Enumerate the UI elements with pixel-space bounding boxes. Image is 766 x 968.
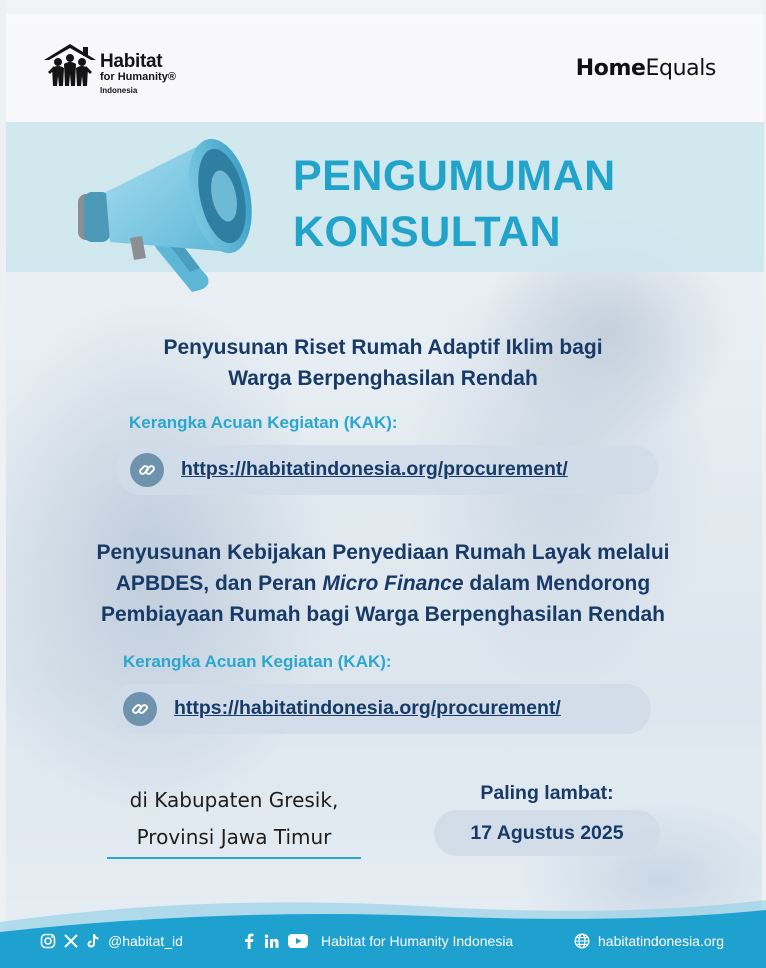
- section-2-title-line-2-a: APBDES, dan Peran: [115, 572, 323, 595]
- website-group[interactable]: [574, 933, 724, 949]
- logo-name: Habitat: [100, 51, 163, 72]
- website-url[interactable]: habitatindonesia.org: [598, 933, 725, 949]
- section-2-title: [0, 537, 766, 630]
- logo-subtitle: for Humanity®: [100, 71, 176, 83]
- section-2-link-pill[interactable]: [109, 684, 651, 734]
- footer-bar: [0, 926, 766, 958]
- location-underline: [107, 857, 361, 859]
- youtube-icon[interactable]: [288, 934, 308, 948]
- page-name-group[interactable]: [244, 933, 513, 949]
- section-1-title-line-1: Penyusunan Riset Rumah Adaptif Iklim bagi: [163, 336, 603, 359]
- location-line-2: Provinsi Jawa Timur: [136, 825, 332, 849]
- header-bar: [6, 14, 764, 122]
- title-line-2: KONSULTAN: [293, 208, 562, 256]
- section-1-link-pill[interactable]: [116, 445, 658, 495]
- logo-country: Indonesia: [100, 86, 138, 95]
- facebook-icon[interactable]: [244, 933, 254, 949]
- habitat-house-logo-icon: [42, 42, 98, 86]
- section-2-title-line-3: Pembiayaan Rumah bagi Warga Berpenghasilan Rendah: [100, 603, 666, 626]
- page-name: Habitat for Humanity Indonesia: [321, 933, 514, 949]
- home-equals-campaign-logo: [576, 56, 716, 81]
- location-line-1: di Kabupaten Gresik,: [129, 788, 339, 812]
- section-1-kak-label: Kerangka Acuan Kegiatan (KAK):: [129, 413, 398, 432]
- megaphone-icon: [72, 126, 262, 304]
- section-1-procurement-link[interactable]: https://habitatindonesia.org/procurement/: [181, 458, 568, 480]
- micro-finance-italic: Micro Finance: [322, 572, 464, 595]
- deadline-label: Paling lambat:: [480, 782, 614, 804]
- campaign-regular: Equals: [645, 56, 716, 81]
- instagram-icon[interactable]: [40, 933, 56, 949]
- section-2-kak-label: Kerangka Acuan Kegiatan (KAK):: [123, 652, 392, 671]
- tiktok-icon[interactable]: [86, 933, 100, 949]
- location: [96, 782, 372, 856]
- x-icon[interactable]: [63, 933, 79, 949]
- link-icon: [123, 692, 157, 726]
- section-1-title-line-2: Warga Berpenghasilan Rendah: [228, 367, 538, 390]
- globe-icon: [574, 933, 590, 949]
- social-handle: @habitat_id: [108, 933, 183, 949]
- title-line-1: PENGUMUMAN: [293, 152, 616, 200]
- social-handle-group[interactable]: [40, 933, 183, 949]
- habitat-logo[interactable]: [42, 42, 192, 100]
- link-icon: [130, 453, 164, 487]
- campaign-bold: Home: [575, 56, 646, 81]
- section-2-title-line-1: Penyusunan Kebijakan Penyediaan Rumah Layak melalui: [96, 541, 670, 564]
- section-2-procurement-link[interactable]: https://habitatindonesia.org/procurement/: [174, 697, 561, 719]
- section-2-title-line-2-b: dalam Mendorong: [463, 572, 651, 595]
- section-2-title-line-2: [0, 568, 766, 599]
- announcement-title: [293, 148, 616, 260]
- deadline-date: 17 Agustus 2025: [434, 810, 660, 856]
- linkedin-icon[interactable]: [264, 934, 279, 949]
- section-1-title: [0, 332, 766, 394]
